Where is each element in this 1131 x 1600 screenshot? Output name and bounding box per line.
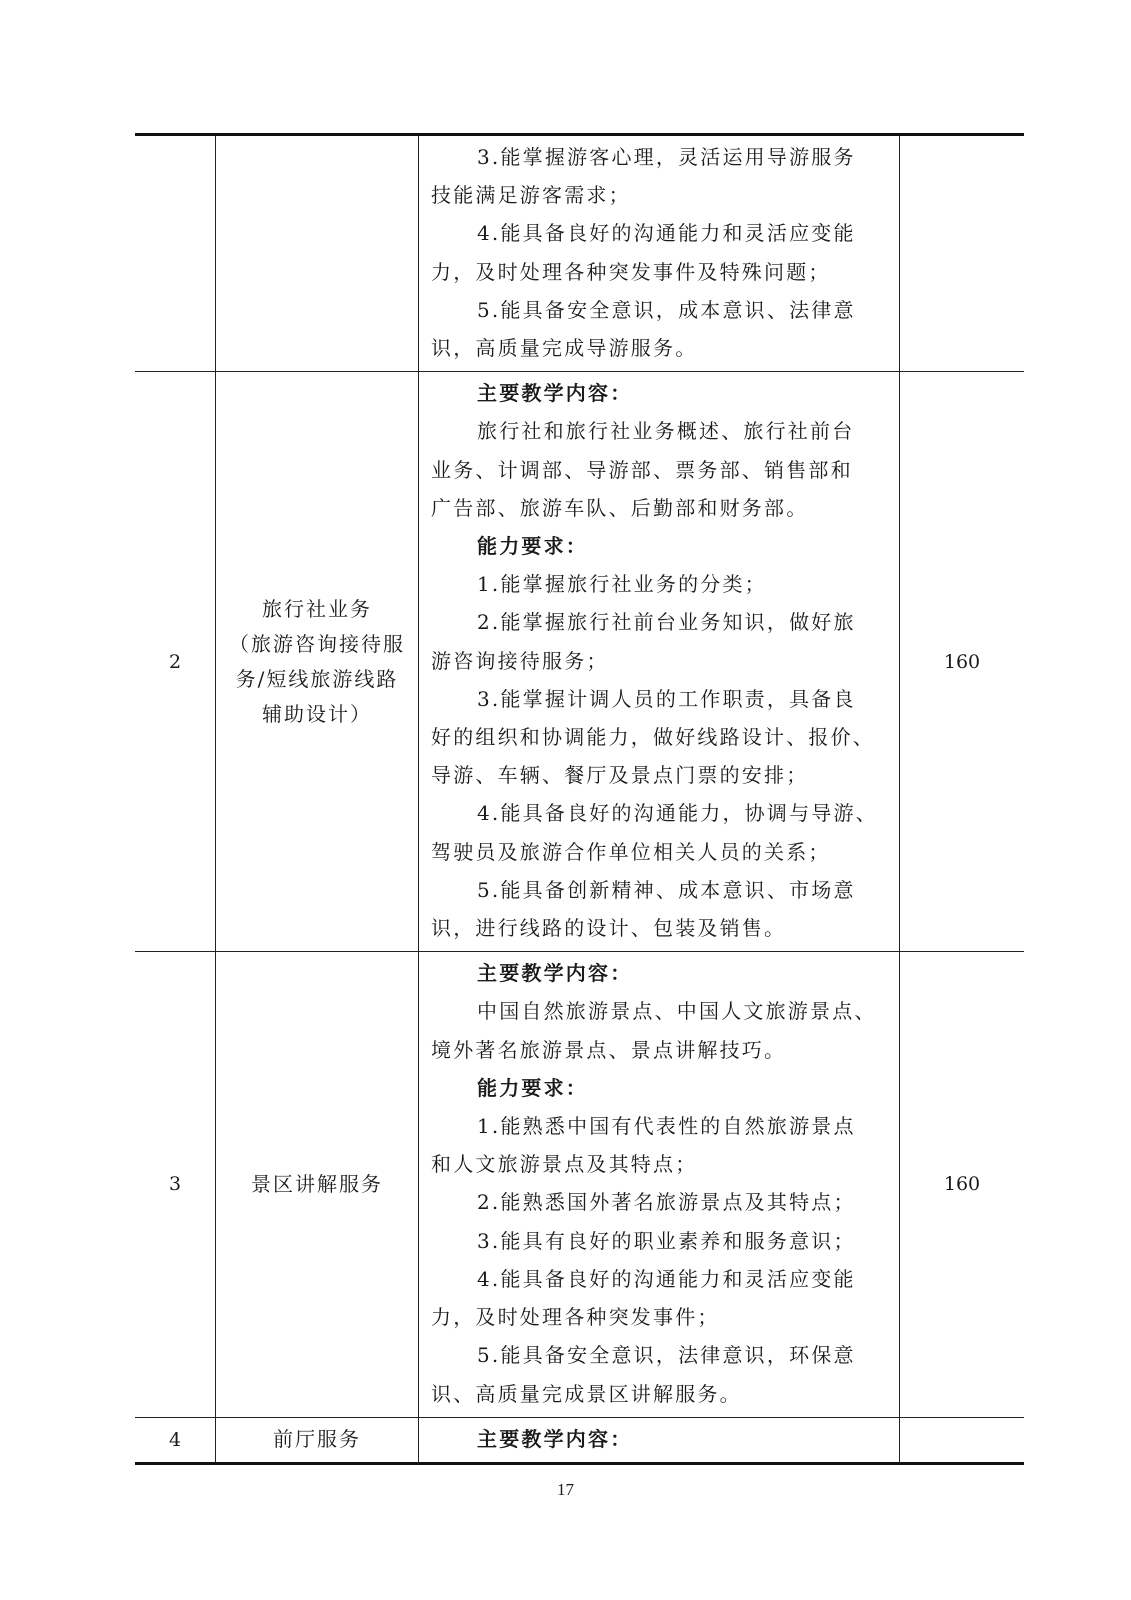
content-line: 和人文旅游景点及其特点； xyxy=(431,1152,698,1177)
content-line: 识，进行线路的设计、包装及销售。 xyxy=(431,916,787,941)
section-heading: 能力要求： xyxy=(477,1075,588,1100)
hours-cell: 160 xyxy=(900,372,1025,952)
course-name-cell xyxy=(216,135,419,372)
page-number: 17 xyxy=(557,1480,574,1499)
content-line: 5.能具备安全意识，法律意识，环保意 xyxy=(477,1343,856,1368)
table-row xyxy=(135,372,1024,952)
content-cell xyxy=(419,372,900,952)
course-name-cell xyxy=(216,372,419,952)
course-name-line: 旅行社业务 xyxy=(262,596,372,621)
content-line: 广告部、旅游车队、后勤部和财务部。 xyxy=(431,495,809,520)
course-name-line: 景区讲解服务 xyxy=(251,1171,383,1196)
course-table xyxy=(135,133,1024,1465)
content-cell xyxy=(419,135,900,372)
section-heading: 主要教学内容： xyxy=(477,1426,633,1451)
content-line: 1.能掌握旅行社业务的分类； xyxy=(477,572,767,597)
content-cell xyxy=(419,1417,900,1463)
row-number-cell xyxy=(135,135,216,372)
content-line: 力，及时处理各种突发事件及特殊问题； xyxy=(431,259,831,284)
content-line: 3.能具有良好的职业素养和服务意识； xyxy=(477,1228,856,1253)
section-heading: 主要教学内容： xyxy=(477,381,633,406)
row-number-cell: 3 xyxy=(135,952,216,1417)
table-row xyxy=(135,1417,1024,1463)
content-line: 3.能掌握游客心理，灵活运用导游服务 xyxy=(477,145,856,169)
content-line: 游咨询接待服务； xyxy=(431,648,609,673)
content-line: 5.能具备创新精神、成本意识、市场意 xyxy=(477,877,856,902)
content-line: 业务、计调部、导游部、票务部、销售部和 xyxy=(431,457,853,482)
course-name-line: （旅游咨询接待服 xyxy=(229,631,405,656)
content-line: 2.能掌握旅行社前台业务知识，做好旅 xyxy=(477,610,856,635)
section-heading: 主要教学内容： xyxy=(477,961,633,986)
course-name-line: 前厅服务 xyxy=(273,1427,361,1452)
row-number-cell: 2 xyxy=(135,372,216,952)
section-heading: 能力要求： xyxy=(477,534,588,559)
content-line: 4.能具备良好的沟通能力和灵活应变能 xyxy=(477,221,856,246)
content-line: 驾驶员及旅游合作单位相关人员的关系； xyxy=(431,839,831,864)
content-line: 中国自然旅游景点、中国人文旅游景点、 xyxy=(477,999,877,1024)
course-name-cell xyxy=(216,952,419,1417)
table-row xyxy=(135,952,1024,1417)
content-line: 导游、车辆、餐厅及景点门票的安排； xyxy=(431,763,809,788)
hours-cell xyxy=(900,135,1025,372)
content-line: 2.能熟悉国外著名旅游景点及其特点； xyxy=(477,1190,856,1215)
content-line: 3.能掌握计调人员的工作职责，具备良 xyxy=(477,686,856,711)
content-line: 识，高质量完成导游服务。 xyxy=(431,336,698,361)
content-cell xyxy=(419,952,900,1417)
content-line: 力，及时处理各种突发事件； xyxy=(431,1305,720,1330)
course-name-line: 辅助设计） xyxy=(262,701,372,726)
content-line: 1.能熟悉中国有代表性的自然旅游景点 xyxy=(477,1114,856,1139)
content-line: 旅行社和旅行社业务概述、旅行社前台 xyxy=(477,419,855,444)
row-number-cell: 4 xyxy=(135,1417,216,1463)
content-line: 境外著名旅游景点、景点讲解技巧。 xyxy=(431,1037,787,1062)
table-row xyxy=(135,135,1024,372)
content-line: 识、高质量完成景区讲解服务。 xyxy=(431,1381,742,1406)
hours-cell xyxy=(900,1417,1025,1463)
content-line: 4.能具备良好的沟通能力和灵活应变能 xyxy=(477,1266,856,1291)
content-line: 5.能具备安全意识，成本意识、法律意 xyxy=(477,297,856,322)
content-line: 好的组织和协调能力，做好线路设计、报价、 xyxy=(431,725,875,750)
content-line: 4.能具备良好的沟通能力，协调与导游、 xyxy=(477,801,878,826)
content-line: 技能满足游客需求； xyxy=(431,183,631,208)
course-table-body xyxy=(135,135,1024,1464)
hours-cell: 160 xyxy=(900,952,1025,1417)
course-name-line: 务/短线旅游线路 xyxy=(235,666,399,691)
course-name-cell xyxy=(216,1417,419,1463)
